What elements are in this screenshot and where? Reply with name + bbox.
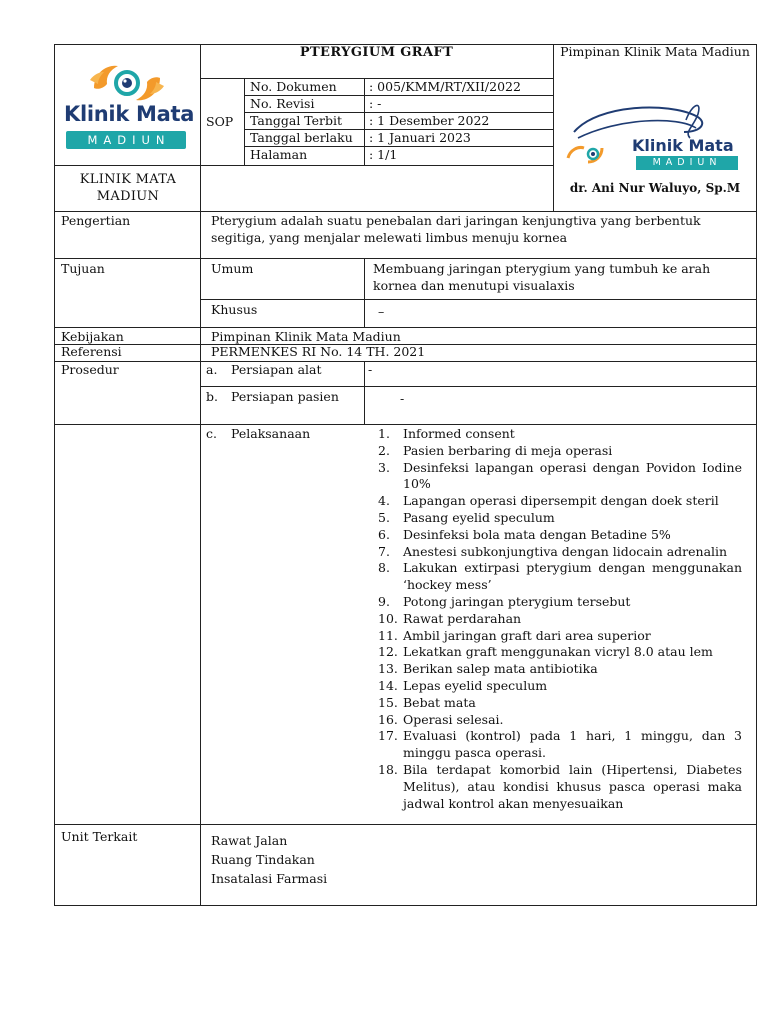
unit-item: Insatalasi Farmasi xyxy=(211,871,328,886)
step-item xyxy=(378,712,742,729)
kebijakan-text: Pimpinan Klinik Mata Madiun xyxy=(211,329,401,344)
step-item xyxy=(378,611,742,628)
prosedur-c-letter: c. xyxy=(206,426,217,441)
step-number: 9. xyxy=(378,593,390,609)
step-text: Ambil jaringan graft dari area superior xyxy=(403,627,651,643)
step-number: 5. xyxy=(378,509,390,525)
step-number: 8. xyxy=(378,560,390,576)
referensi-text: PERMENKES RI No. 14 TH. 2021 xyxy=(211,344,426,359)
step-number: 7. xyxy=(378,543,390,559)
prosedur-b-value: - xyxy=(400,391,405,406)
pelaksanaan-steps-list xyxy=(378,426,742,812)
step-item xyxy=(378,762,742,812)
clinic-logo xyxy=(60,58,194,154)
prosedur-a-letter: a. xyxy=(206,362,218,377)
stamp-text-bottom: MADIUN xyxy=(652,157,722,168)
prosedur-label: Prosedur xyxy=(61,362,119,377)
step-text: Pasien berbaring di meja operasi xyxy=(403,442,613,458)
step-text: Desinfeksi lapangan operasi dengan Povidon Iodine 10% xyxy=(403,459,742,492)
step-number: 1. xyxy=(378,426,390,441)
meta-label: No. Dokumen xyxy=(250,79,337,94)
unit-terkait-list xyxy=(211,831,511,888)
approver-name: dr. Ani Nur Waluyo, Sp.M xyxy=(569,181,741,195)
step-text: Lepas eyelid speculum xyxy=(403,677,548,693)
step-text: Pasang eyelid speculum xyxy=(403,509,555,525)
step-number: 13. xyxy=(378,661,398,677)
step-item xyxy=(378,661,742,678)
step-number: 11. xyxy=(378,627,398,643)
approver-title: Pimpinan Klinik Mata Madiun xyxy=(560,44,750,59)
step-item xyxy=(378,493,742,510)
prosedur-b-label: Persiapan pasien xyxy=(231,389,339,404)
meta-label: No. Revisi xyxy=(250,96,315,111)
step-item xyxy=(378,460,742,494)
eye-hands-icon xyxy=(60,58,194,108)
tujuan-khusus-text: – xyxy=(378,304,385,319)
unit-item: Ruang Tindakan xyxy=(211,852,315,867)
unit-terkait-label: Unit Terkait xyxy=(61,829,138,844)
step-number: 12. xyxy=(378,644,398,660)
step-text: Desinfeksi bola mata dengan Betadine 5% xyxy=(403,526,671,542)
step-item xyxy=(378,728,742,762)
step-item xyxy=(378,544,742,561)
approver-signature xyxy=(558,98,752,174)
step-item xyxy=(378,560,742,594)
tujuan-label: Tujuan xyxy=(61,261,105,276)
meta-value: : 1 Januari 2023 xyxy=(369,130,471,145)
meta-value: : 005/KMM/RT/XII/2022 xyxy=(369,79,521,94)
meta-value: : - xyxy=(369,96,382,111)
step-number: 15. xyxy=(378,694,398,710)
step-item xyxy=(378,426,742,443)
step-item xyxy=(378,644,742,661)
tujuan-umum-text: Membuang jaringan pterygium yang tumbuh ke arah kornea dan menutupi visualaxis xyxy=(373,261,711,293)
meta-value: : 1/1 xyxy=(369,147,398,162)
step-text: Lekatkan graft menggunakan vicryl 8.0 atau lem xyxy=(403,644,713,660)
step-number: 3. xyxy=(378,459,390,475)
prosedur-a-value: - xyxy=(368,362,373,377)
document-title: PTERYGIUM GRAFT xyxy=(299,45,454,60)
tujuan-khusus-label: Khusus xyxy=(211,302,258,317)
tujuan-umum-label: Umum xyxy=(211,261,254,276)
step-text: Bila terdapat komorbid lain (Hipertensi, Diabetes Melitus), atau kondisi khusus pasca operasi maka jadwal kontrol akan menyesuaikan xyxy=(403,761,742,811)
pengertian-text: Pterygium adalah suatu penebalan dari jaringan kenjungtiva yang berbentuk segitiga, yang menjalar melewati limbus menuju kornea xyxy=(211,213,701,245)
step-text: Berikan salep mata antibiotika xyxy=(403,661,598,677)
step-number: 6. xyxy=(378,526,390,542)
logo-text-top: Klinik Mata xyxy=(64,102,195,126)
step-item xyxy=(378,628,742,645)
stamp-text-top: Klinik Mata xyxy=(632,136,734,155)
step-item xyxy=(378,443,742,460)
prosedur-b-letter: b. xyxy=(206,389,218,404)
step-text: Bebat mata xyxy=(403,694,476,710)
kebijakan-label: Kebijakan xyxy=(61,329,124,344)
step-item xyxy=(378,678,742,695)
pengertian-label: Pengertian xyxy=(61,213,131,228)
meta-value: : 1 Desember 2022 xyxy=(369,113,490,128)
step-text: Evaluasi (kontrol) pada 1 hari, 1 minggu, dan 3 minggu pasca operasi. xyxy=(403,728,742,761)
step-text: Potong jaringan pterygium tersebut xyxy=(403,593,631,609)
step-item xyxy=(378,594,742,611)
step-text: Operasi selesai. xyxy=(403,711,504,727)
meta-label: Halaman xyxy=(250,147,308,162)
prosedur-c-label: Pelaksanaan xyxy=(231,426,311,441)
unit-item: Rawat Jalan xyxy=(211,833,288,848)
step-number: 14. xyxy=(378,677,398,693)
logo-text-bottom-banner xyxy=(66,131,186,149)
logo-text-bottom: MADIUN xyxy=(87,133,171,147)
step-number: 17. xyxy=(378,728,398,744)
step-text: Rawat perdarahan xyxy=(403,610,522,626)
step-number: 16. xyxy=(378,711,398,727)
step-text: Anestesi subkonjungtiva dengan lidocain adrenalin xyxy=(403,543,728,559)
step-number: 4. xyxy=(378,493,390,509)
step-number: 18. xyxy=(378,761,398,777)
meta-label: Tanggal berlaku xyxy=(250,130,353,145)
step-item xyxy=(378,695,742,712)
step-item xyxy=(378,510,742,527)
step-item xyxy=(378,527,742,544)
step-number: 2. xyxy=(378,442,390,458)
step-text: Lapangan operasi dipersempit dengan doek steril xyxy=(403,493,719,509)
step-text: Lakukan extirpasi pterygium dengan menggunakan ‘hockey mess’ xyxy=(403,560,742,593)
referensi-label: Referensi xyxy=(61,344,122,359)
sop-label: SOP xyxy=(206,114,234,129)
prosedur-a-label: Persiapan alat xyxy=(231,362,322,377)
clinic-name: KLINIK MATA MADIUN xyxy=(79,172,177,204)
step-text: Informed consent xyxy=(403,426,515,441)
meta-label: Tanggal Terbit xyxy=(250,113,343,128)
step-number: 10. xyxy=(378,610,398,626)
